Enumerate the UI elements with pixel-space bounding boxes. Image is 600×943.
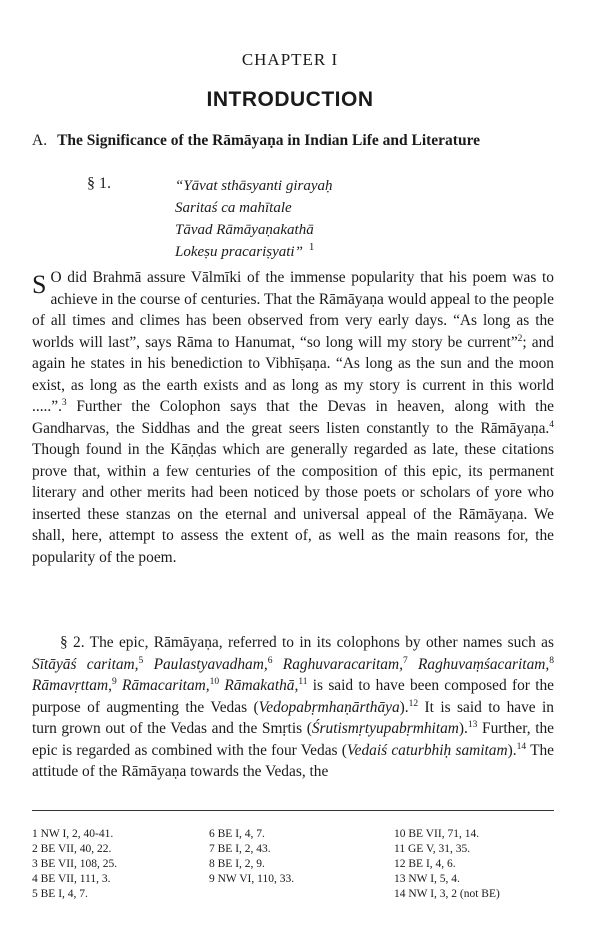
italic-title: Śrutismṛtyupabṛmhitam: [311, 720, 459, 737]
verse-line: Lokeṣu pracariṣyati” $^1$: [175, 241, 315, 260]
footnote-ref: 7: [402, 655, 408, 666]
footnote: 6 BE I, 4, 7.: [209, 828, 265, 840]
italic-title: Raghuvaṃśacaritam,: [407, 655, 550, 673]
paragraph-text: ).: [399, 698, 409, 716]
footnote-ref: 10: [209, 676, 220, 687]
footnote-divider: [32, 810, 554, 811]
paragraph-text: Further the Colophon says that the Devas in heaven, along with the Gandharvas, the Siddhas and the great seers listen constantly to the Rāmāyaṇa.: [32, 398, 554, 437]
footnote: 13 NW I, 5, 4.: [394, 873, 460, 885]
paragraph-2: [32, 632, 554, 783]
section-title: The Significance of the Rāmāyaṇa in Indian Life and Literature: [57, 132, 481, 149]
footnote-ref: 3: [61, 397, 67, 408]
italic-title: Vedaiś caturbhiḥ samitam: [346, 741, 508, 759]
italic-title: Sītāyāś caritam,: [32, 655, 139, 673]
footnote: 1 NW I, 2, 40-41.: [32, 828, 114, 840]
paragraph-1: [32, 267, 554, 568]
footnote-ref: 12: [408, 698, 419, 709]
footnote-ref: 1: [308, 241, 315, 253]
chapter-number: CHAPTER I: [241, 50, 339, 69]
italic-title: Rāmacaritam,: [116, 677, 210, 694]
footnote-ref: 4: [549, 419, 554, 430]
footnote: 7 BE I, 2, 43.: [209, 843, 271, 855]
footnote: 3 BE VII, 108, 25.: [32, 858, 118, 870]
verse-line: “Yāvat sthāsyanti girayaḥ: [175, 178, 333, 194]
paragraph-text: ; and again he states in his benediction to Vibhīṣaṇa. “As long as the sun and the moon exist, as long as the earth exists and as long as my story is current in this world .....”.: [32, 333, 554, 415]
paragraph-text: The attitude of the Rāmāyaṇa towards the Vedas, the: [32, 741, 555, 780]
section-letter: A.: [32, 132, 48, 149]
footnote: 4 BE VII, 111, 3.: [32, 873, 111, 885]
paragraph-text: ).: [458, 720, 468, 737]
footnote: 5 BE I, 4, 7.: [32, 888, 88, 900]
footnote-ref: 14: [516, 741, 527, 752]
italic-title: Rāmakathā,: [219, 677, 299, 694]
drop-cap: S: [32, 270, 47, 299]
paragraph-text: § 2. The epic, Rāmāyaṇa, referred to in its colophons by other names such as: [60, 634, 554, 651]
footnote: 9 NW VI, 110, 33.: [209, 873, 295, 885]
footnote-ref: 9: [111, 676, 117, 687]
footnote: 8 BE I, 2, 9.: [209, 858, 265, 870]
verse-number: § 1.: [87, 175, 111, 192]
footnote: 14 NW I, 3, 2 (not BE): [394, 888, 500, 900]
footnote-ref: 6: [267, 655, 273, 666]
footnote-column: [394, 827, 500, 902]
footnote-ref: 5: [138, 655, 144, 666]
footnote-column: [32, 827, 117, 902]
verse-line: Tāvad Rāmāyaṇakathā: [175, 222, 314, 238]
footnote: 11 GE V, 31, 35.: [394, 843, 471, 855]
italic-title: Raghuvaracaritam,: [272, 655, 403, 673]
footnote-column: [209, 827, 294, 887]
paragraph-text: It is said to have in turn grown out of the Vedas and the Smṛtis (: [32, 698, 554, 737]
italic-title: Paulastyavadham,: [143, 655, 268, 673]
verse-block: [175, 175, 333, 264]
italic-title: Rāmavṛttam,: [32, 677, 112, 694]
paragraph-text: Further, the epic is regarded as combined with the four Vedas (: [32, 720, 554, 759]
footnote: 10 BE VII, 71, 14.: [394, 828, 480, 840]
chapter-title: INTRODUCTION: [206, 88, 374, 111]
italic-title: Vedopabṛmhaṇārthāya: [258, 698, 400, 716]
paragraph-text: O did Brahmā assure Vālmīki of the immense popularity that his poem was to achieve in the course of centuries. That the Rāmāyaṇa would appeal to the people of all times and climes has been observed from very early days. “As long as the worlds will last”, says Rāma to Hanumat, “so long will my story be current”: [32, 269, 554, 351]
paragraph-text: is said to have been composed for the purpose of augmenting the Vedas (: [32, 677, 555, 716]
paragraph-text: ).: [507, 741, 517, 759]
footnote: 2 BE VII, 40, 22.: [32, 843, 112, 855]
footnote-ref: 13: [467, 719, 478, 730]
footnote-ref: 8: [549, 655, 554, 666]
verse-line: Saritaś ca mahītale: [175, 200, 292, 216]
footnote-ref: 11: [298, 676, 308, 687]
footnote: 12 BE I, 4, 6.: [394, 858, 456, 870]
paragraph-text: Though found in the Kāṇḍas which are generally regarded as late, these citations prove that, within a few centuries of the composition of this epic, its permanent literary and other merits had been noticed by those poets or scholars of yore who inserted these stanzas on the eternal and universal appeal of the Rāmāyaṇa. We shall, here, attempt to assess the extent of, as well as the main reasons for, the popularity of the poem.: [32, 441, 554, 566]
section-heading: [32, 132, 572, 150]
footnote-ref: 2: [517, 333, 523, 344]
